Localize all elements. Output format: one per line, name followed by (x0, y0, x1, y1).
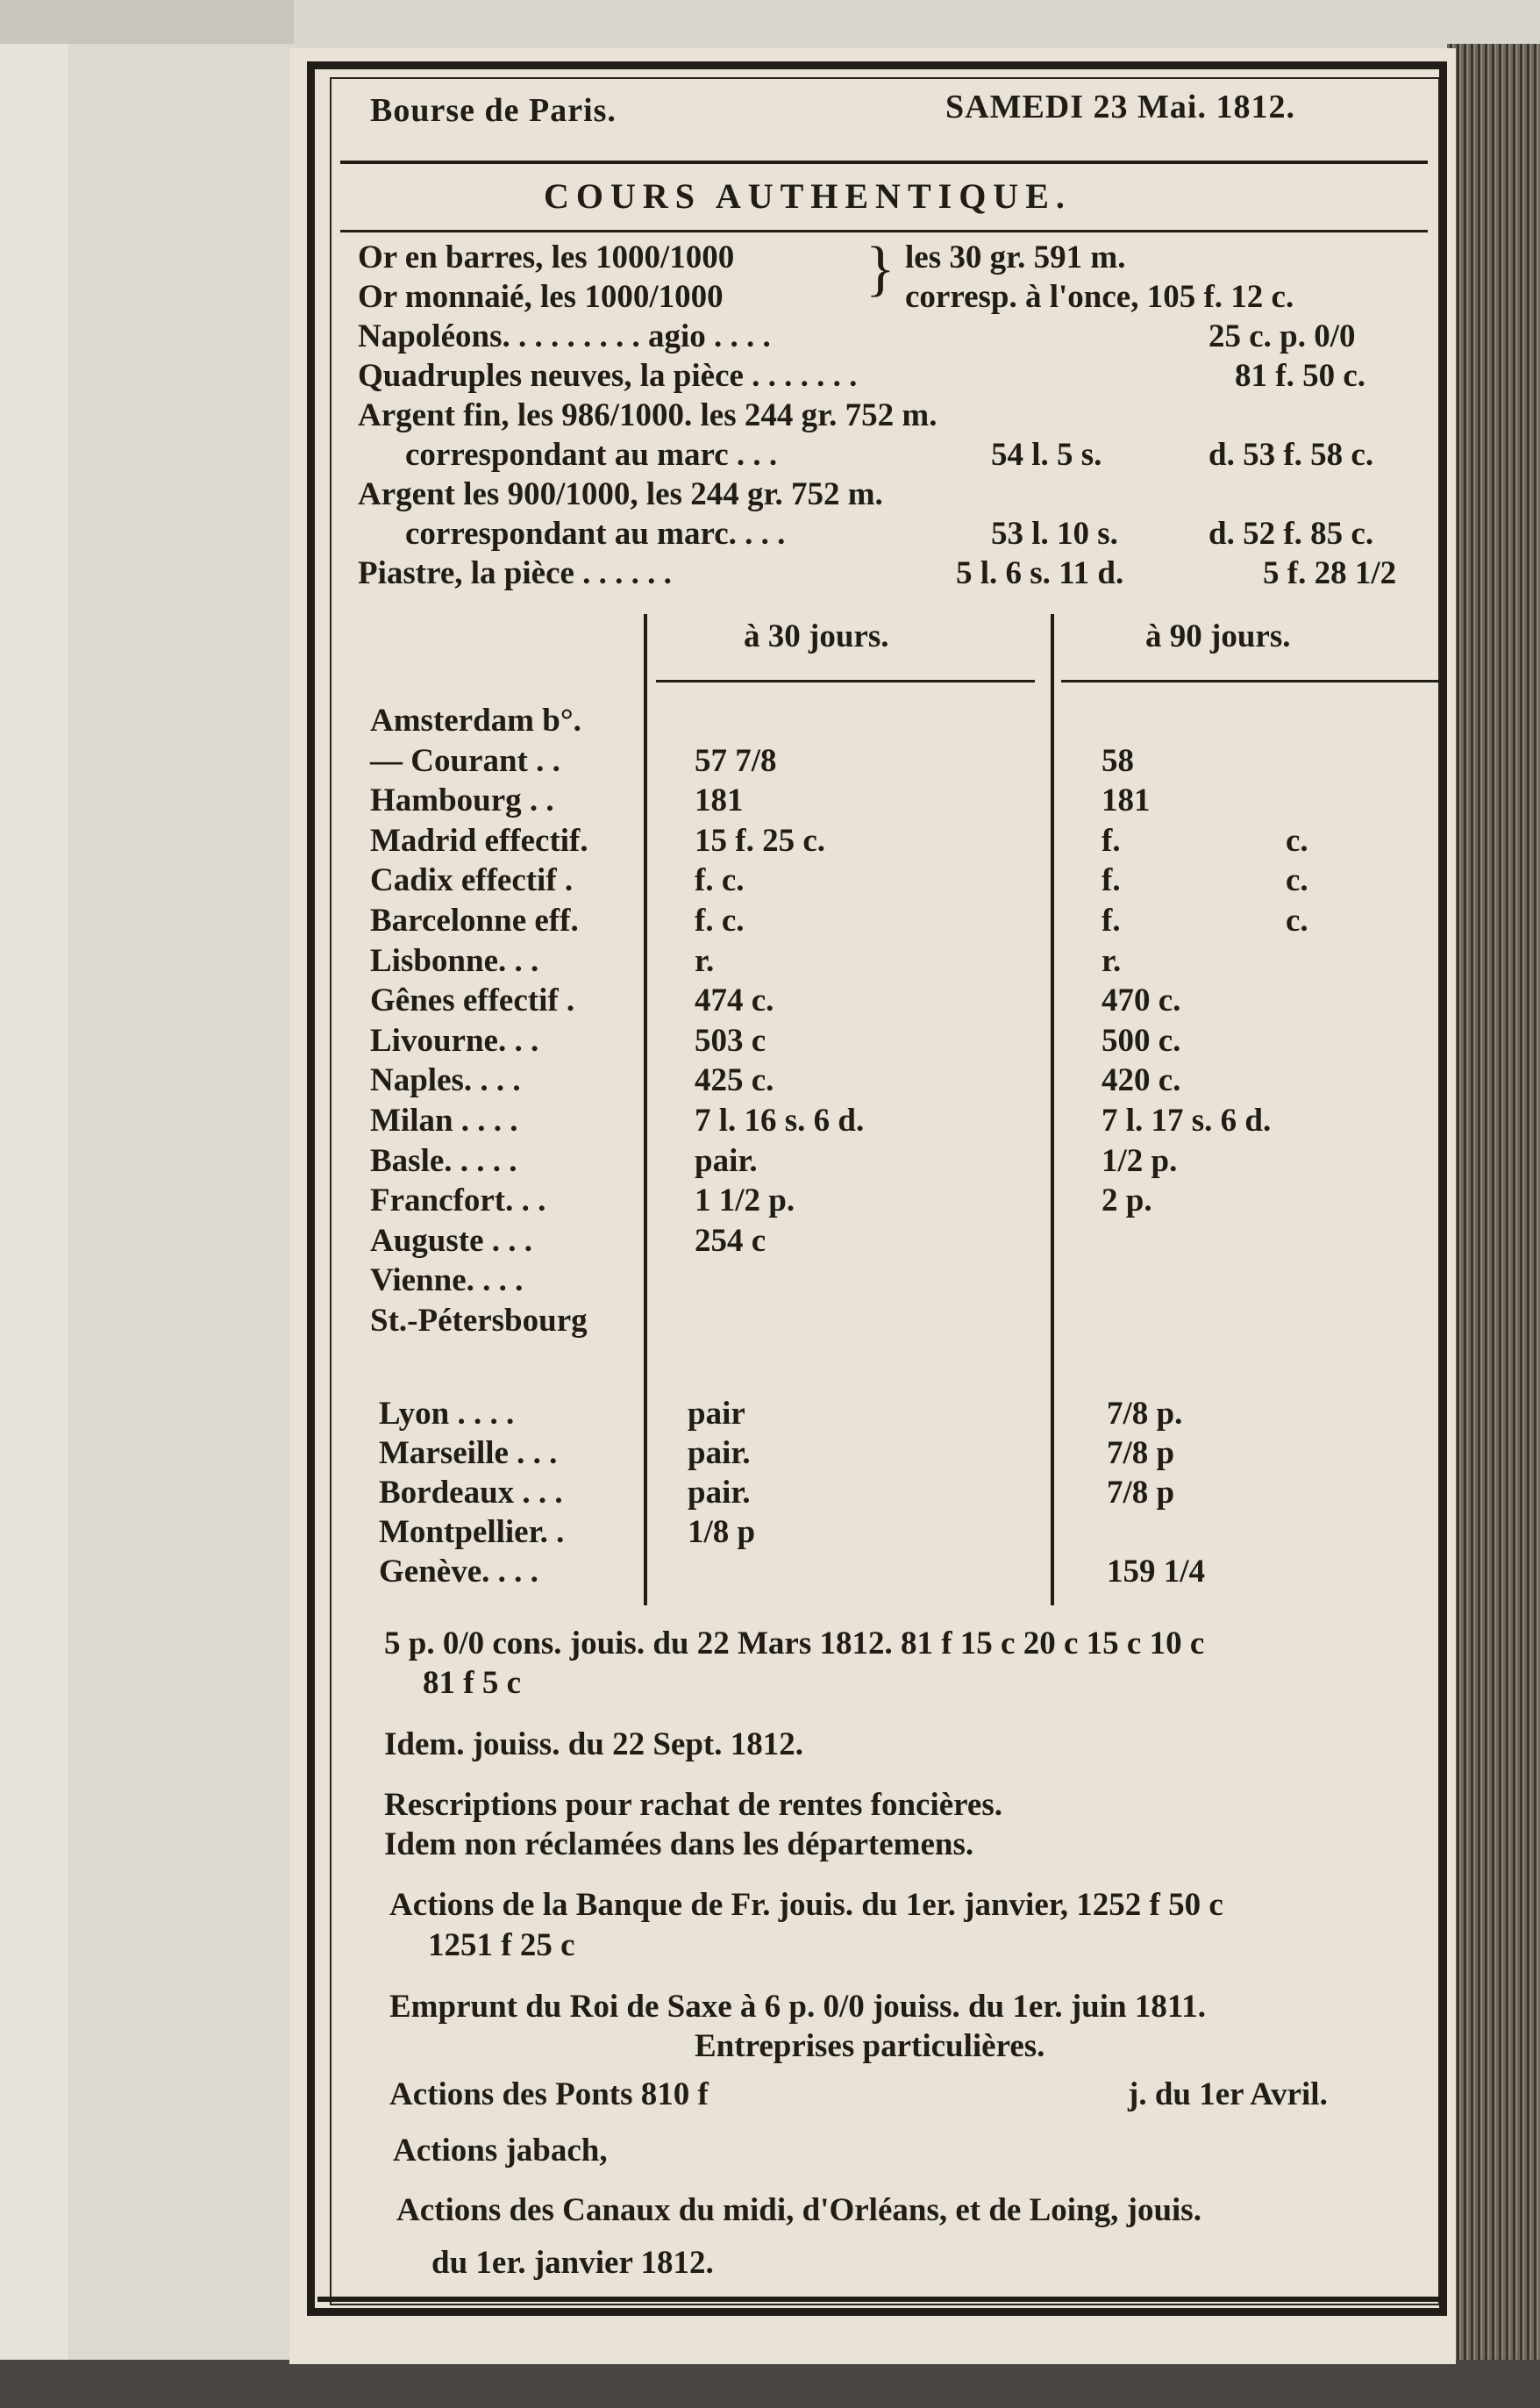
exchange-90-days: 470 c. (1102, 982, 1181, 1018)
fund-heading-entreprises: Entreprises particulières. (695, 2028, 1045, 2064)
exchange-90-days: f. (1102, 823, 1121, 859)
domestic-place: Genève. . . . (379, 1554, 538, 1590)
exchange-place: Auguste . . . (370, 1223, 533, 1259)
metal-line-6-col2: d. 53 f. 58 c. (1208, 437, 1374, 473)
header-left: Bourse de Paris. (370, 92, 617, 129)
domestic-30-days: pair. (688, 1435, 751, 1471)
exchange-90-days: f. (1102, 862, 1121, 898)
metal-line-9-col2: 5 f. 28 1/2 (1263, 555, 1397, 591)
left-page-edge (0, 44, 70, 2377)
col-header-30-days: à 30 jours. (744, 618, 889, 654)
exchange-30-days: 474 c. (695, 982, 774, 1018)
domestic-90-days: 7/8 p. (1107, 1396, 1183, 1432)
metal-line-8-label: correspondant au marc. . . . (405, 516, 786, 552)
col-rule-30 (656, 680, 1035, 682)
metal-line-3-label: Napoléons. . . . . . . . . agio . . . . (358, 318, 771, 354)
metal-line-4-label: Quadruples neuves, la pièce . . . . . . . (358, 358, 858, 394)
exchange-90-days: 500 c. (1102, 1023, 1181, 1059)
domestic-place: Lyon . . . . (379, 1396, 515, 1432)
metal-line-7-label: Argent les 900/1000, les 244 gr. 752 m. (358, 476, 883, 512)
exchange-30-days: pair. (695, 1143, 758, 1179)
exchange-30-days: 7 l. 16 s. 6 d. (695, 1103, 865, 1139)
exchange-place: Basle. . . . . (370, 1143, 517, 1179)
fund-line-5: Idem non réclamées dans les départemens. (384, 1826, 974, 1862)
domestic-90-days: 7/8 p (1107, 1435, 1175, 1471)
exchange-90-days: 420 c. (1102, 1062, 1181, 1098)
page-bottom-rule (317, 2297, 1442, 2302)
metal-line-8-col2: d. 52 f. 85 c. (1208, 516, 1374, 552)
domestic-place: Marseille . . . (379, 1435, 558, 1471)
fund-line-12: Actions jabach, (393, 2133, 608, 2169)
exchange-30-days: 503 c (695, 1023, 766, 1059)
exchange-90-days-cents: c. (1286, 903, 1308, 939)
exchange-90-days: 181 (1102, 782, 1151, 818)
exchange-90-days-cents: c. (1286, 862, 1308, 898)
exchange-place: Madrid effectif. (370, 823, 588, 859)
exchange-90-days: 1/2 p. (1102, 1143, 1178, 1179)
header-date: SAMEDI 23 Mai. 1812. (945, 89, 1295, 125)
metal-line-3-detail: 25 c. p. 0/0 (1208, 318, 1356, 354)
metal-line-6-label: correspondant au marc . . . (405, 437, 778, 473)
domestic-90-days: 7/8 p (1107, 1475, 1175, 1511)
exchange-place: Barcelonne eff. (370, 903, 579, 939)
metal-line-8-col1: 53 l. 10 s. (991, 516, 1118, 552)
exchange-place: Amsterdam b°. (370, 703, 581, 739)
exchange-place: Livourne. . . (370, 1023, 539, 1059)
col-header-90-days: à 90 jours. (1145, 618, 1291, 654)
exchange-place: St.-Pétersbourg (370, 1303, 588, 1339)
exchange-place: Naples. . . . (370, 1062, 521, 1098)
bracket: } (866, 235, 895, 303)
exchange-place: Francfort. . . (370, 1183, 546, 1218)
exchange-place: Gênes effectif . (370, 982, 575, 1018)
exchange-90-days: r. (1102, 943, 1122, 979)
exchange-30-days: 254 c (695, 1223, 766, 1259)
domestic-place: Montpellier. . (379, 1514, 565, 1550)
fund-line-10: Actions des Ponts 810 f (389, 2076, 709, 2112)
exchange-90-days: 2 p. (1102, 1183, 1152, 1218)
book-page-edges (1447, 44, 1540, 2360)
exchange-30-days: 425 c. (695, 1062, 774, 1098)
metal-line-1-label: Or en barres, les 1000/1000 (358, 239, 735, 275)
metal-line-2-label: Or monnaié, les 1000/1000 (358, 279, 724, 315)
exchange-30-days: 15 f. 25 c. (695, 823, 825, 859)
domestic-30-days: pair. (688, 1475, 751, 1511)
fund-line-4: Rescriptions pour rachat de rentes foncières. (384, 1787, 1002, 1823)
metal-line-1-detail: les 30 gr. 591 m. (905, 239, 1126, 275)
metal-line-9-label: Piastre, la pièce . . . . . . (358, 555, 672, 591)
exchange-place: Milan . . . . (370, 1103, 518, 1139)
fund-line-6: Actions de la Banque de Fr. jouis. du 1er. janvier, 1252 f 50 c (389, 1887, 1223, 1923)
exchange-90-days: 7 l. 17 s. 6 d. (1102, 1103, 1272, 1139)
fund-line-3: Idem. jouiss. du 22 Sept. 1812. (384, 1726, 804, 1762)
exchange-30-days: r. (695, 943, 715, 979)
domestic-30-days: 1/8 p (688, 1514, 756, 1550)
fund-line-10-note: j. du 1er Avril. (1128, 2076, 1328, 2112)
fund-line-2: 81 f 5 c (423, 1665, 521, 1701)
fund-line-8: Emprunt du Roi de Saxe à 6 p. 0/0 jouiss. du 1er. juin 1811. (389, 1989, 1207, 2025)
metal-line-6-col1: 54 l. 5 s. (991, 437, 1102, 473)
fund-line-14: du 1er. janvier 1812. (431, 2245, 714, 2281)
domestic-30-days: pair (688, 1396, 745, 1432)
exchange-place: Cadix effectif . (370, 862, 574, 898)
exchange-30-days: f. c. (695, 903, 745, 939)
fund-line-1: 5 p. 0/0 cons. jouis. du 22 Mars 1812. 81 f 15 c 20 c 15 c 10 c (384, 1626, 1205, 1661)
exchange-90-days: f. (1102, 903, 1121, 939)
exchange-place: — Courant . . (370, 743, 560, 779)
exchange-30-days: f. c. (695, 862, 745, 898)
flyleaf (68, 44, 296, 2360)
background-bottom (0, 2360, 1540, 2408)
table-rule-right (1051, 614, 1054, 1605)
fund-line-7: 1251 f 25 c (428, 1927, 575, 1963)
exchange-30-days: 57 7/8 (695, 743, 777, 779)
exchange-place: Hambourg . . (370, 782, 554, 818)
page-title: COURS AUTHENTIQUE. (544, 176, 1072, 216)
exchange-90-days: 58 (1102, 743, 1134, 779)
exchange-30-days: 181 (695, 782, 744, 818)
domestic-place: Bordeaux . . . (379, 1475, 563, 1511)
metal-line-5-label: Argent fin, les 986/1000. les 244 gr. 752 m. (358, 397, 938, 433)
metal-line-9-col1: 5 l. 6 s. 11 d. (956, 555, 1124, 591)
table-rule-left (644, 614, 647, 1605)
fund-line-13: Actions des Canaux du midi, d'Orléans, et de Loing, jouis. (396, 2192, 1201, 2228)
metal-line-2-detail: corresp. à l'once, 105 f. 12 c. (905, 279, 1294, 315)
title-rule (340, 230, 1428, 232)
exchange-place: Lisbonne. . . (370, 943, 539, 979)
exchange-90-days-cents: c. (1286, 823, 1308, 859)
domestic-90-days: 159 1/4 (1107, 1554, 1206, 1590)
exchange-place: Vienne. . . . (370, 1262, 524, 1298)
col-rule-90 (1061, 680, 1440, 682)
header-rule (340, 161, 1428, 164)
metal-line-4-detail: 81 f. 50 c. (1235, 358, 1365, 394)
exchange-30-days: 1 1/2 p. (695, 1183, 795, 1218)
